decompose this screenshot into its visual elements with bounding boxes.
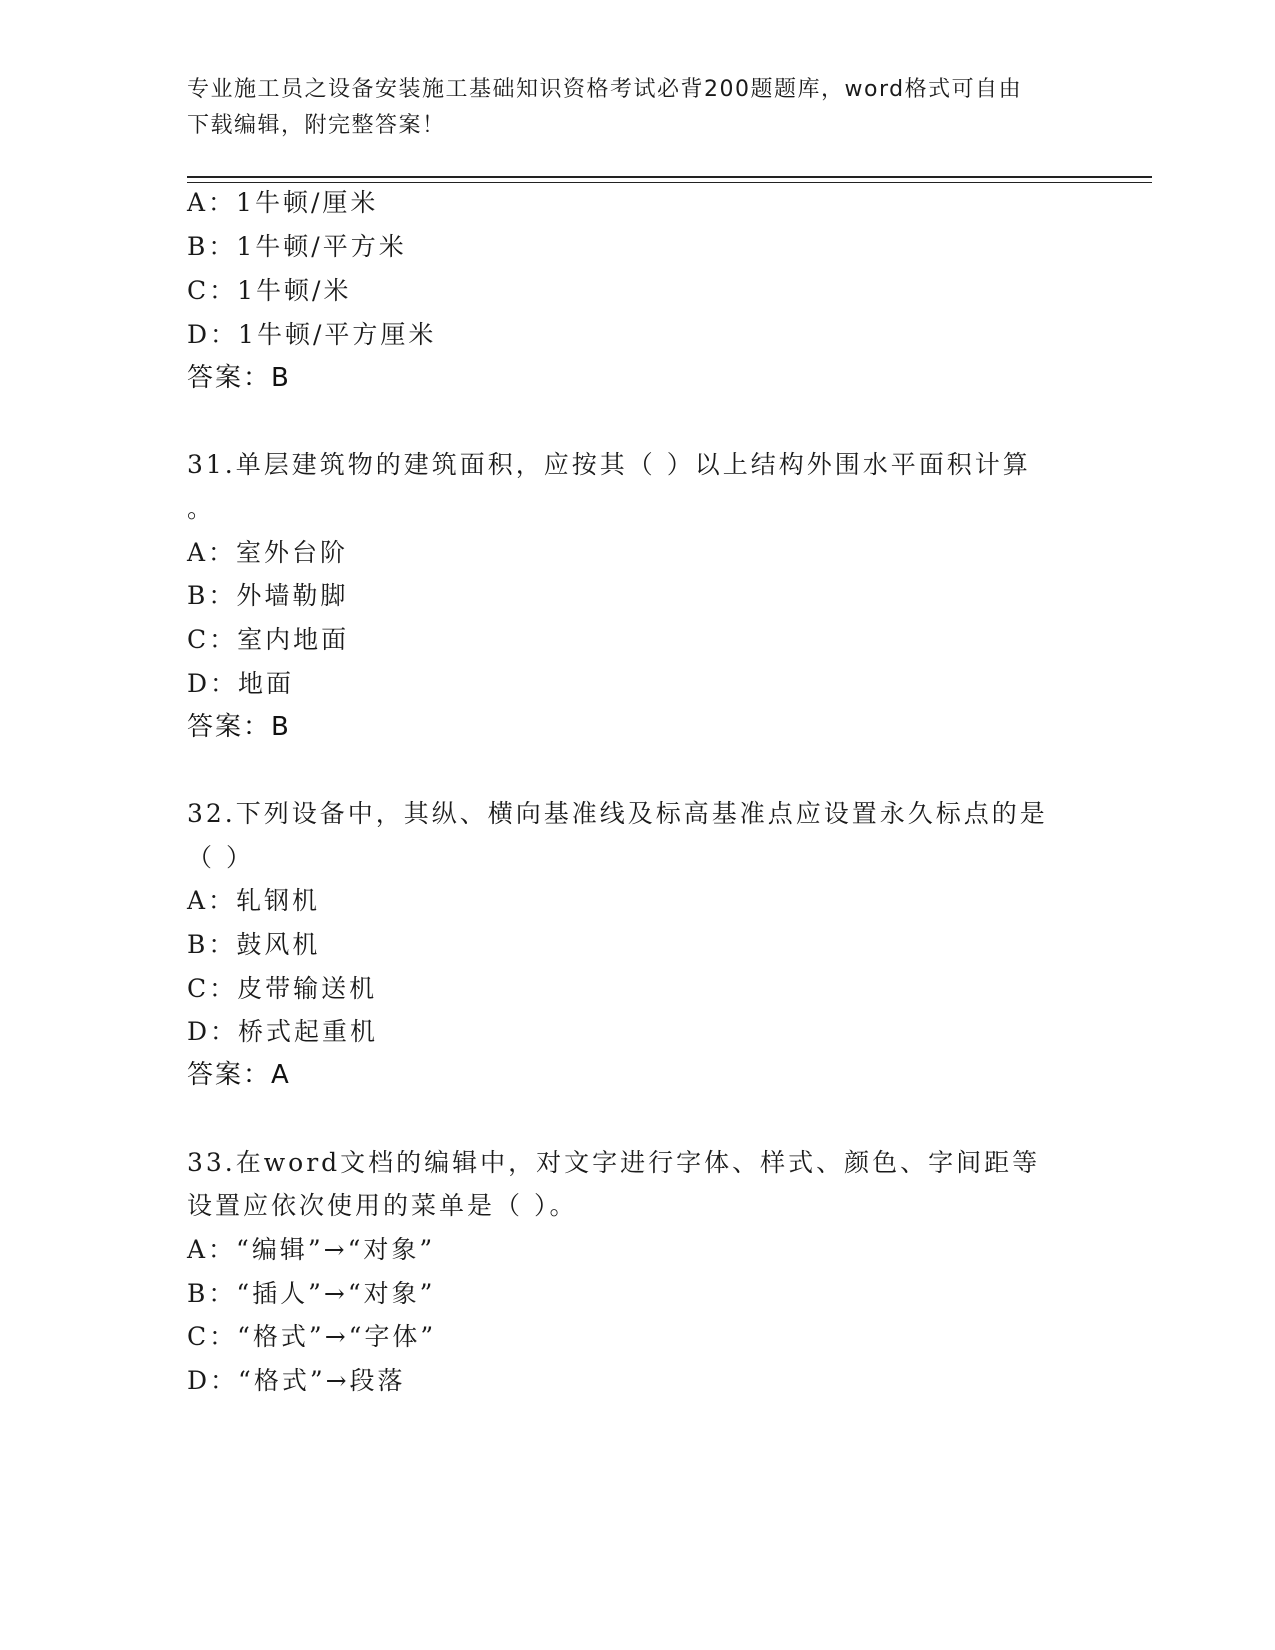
q32-option-d: D：桥式起重机 bbox=[187, 1017, 379, 1046]
q32-option-c: C：皮带输送机 bbox=[187, 974, 378, 1003]
q31-answer: 答案：B bbox=[187, 712, 291, 742]
q31-option-c: C：室内地面 bbox=[187, 625, 350, 654]
q33-stem-line-2: 设置应依次使用的菜单是（ ）。 bbox=[187, 1191, 578, 1220]
q32-stem-line-1: 32.下列设备中，其纵、横向基准线及标高基准点应设置永久标点的是 bbox=[187, 799, 1048, 828]
q33-option-c: C：“格式”→“字体” bbox=[187, 1322, 437, 1351]
q30-option-b: B：1牛顿/平方米 bbox=[187, 232, 407, 261]
header-title-line-2: 下载编辑，附完整答案！ bbox=[187, 113, 446, 138]
q33-option-d: D：“格式”→段落 bbox=[187, 1366, 406, 1395]
header-divider-thin bbox=[187, 182, 1152, 183]
q31-option-d: D：地面 bbox=[187, 669, 295, 698]
q31-option-a: A：室外台阶 bbox=[187, 538, 349, 567]
q33-stem-line-1: 33.在word文档的编辑中，对文字进行字体、样式、颜色、字间距等 bbox=[187, 1148, 1041, 1177]
q32-option-b: B：鼓风机 bbox=[187, 930, 321, 959]
q31-option-b: B：外墙勒脚 bbox=[187, 581, 349, 610]
q31-stem-line-1: 31.单层建筑物的建筑面积，应按其（ ）以上结构外围水平面积计算 bbox=[187, 450, 1031, 479]
q32-answer: 答案：A bbox=[187, 1060, 291, 1090]
q32-stem-line-2: （ ） bbox=[187, 843, 254, 872]
header-divider-thick bbox=[187, 176, 1152, 178]
q32-option-a: A：轧钢机 bbox=[187, 886, 321, 915]
q30-option-d: D：1牛顿/平方厘米 bbox=[187, 320, 437, 349]
q30-option-a: A：1牛顿/厘米 bbox=[187, 188, 379, 217]
q33-option-a: A：“编辑”→“对象” bbox=[187, 1235, 436, 1264]
q31-stem-line-2: 。 bbox=[187, 494, 216, 523]
q33-option-b: B：“插人”→“对象” bbox=[187, 1279, 436, 1308]
q30-answer: 答案：B bbox=[187, 363, 291, 393]
document-header bbox=[187, 72, 1067, 144]
header-title-line-1: 专业施工员之设备安装施工基础知识资格考试必背200题题库，word格式可自由 bbox=[187, 77, 1023, 102]
q30-option-c: C：1牛顿/米 bbox=[187, 276, 352, 305]
